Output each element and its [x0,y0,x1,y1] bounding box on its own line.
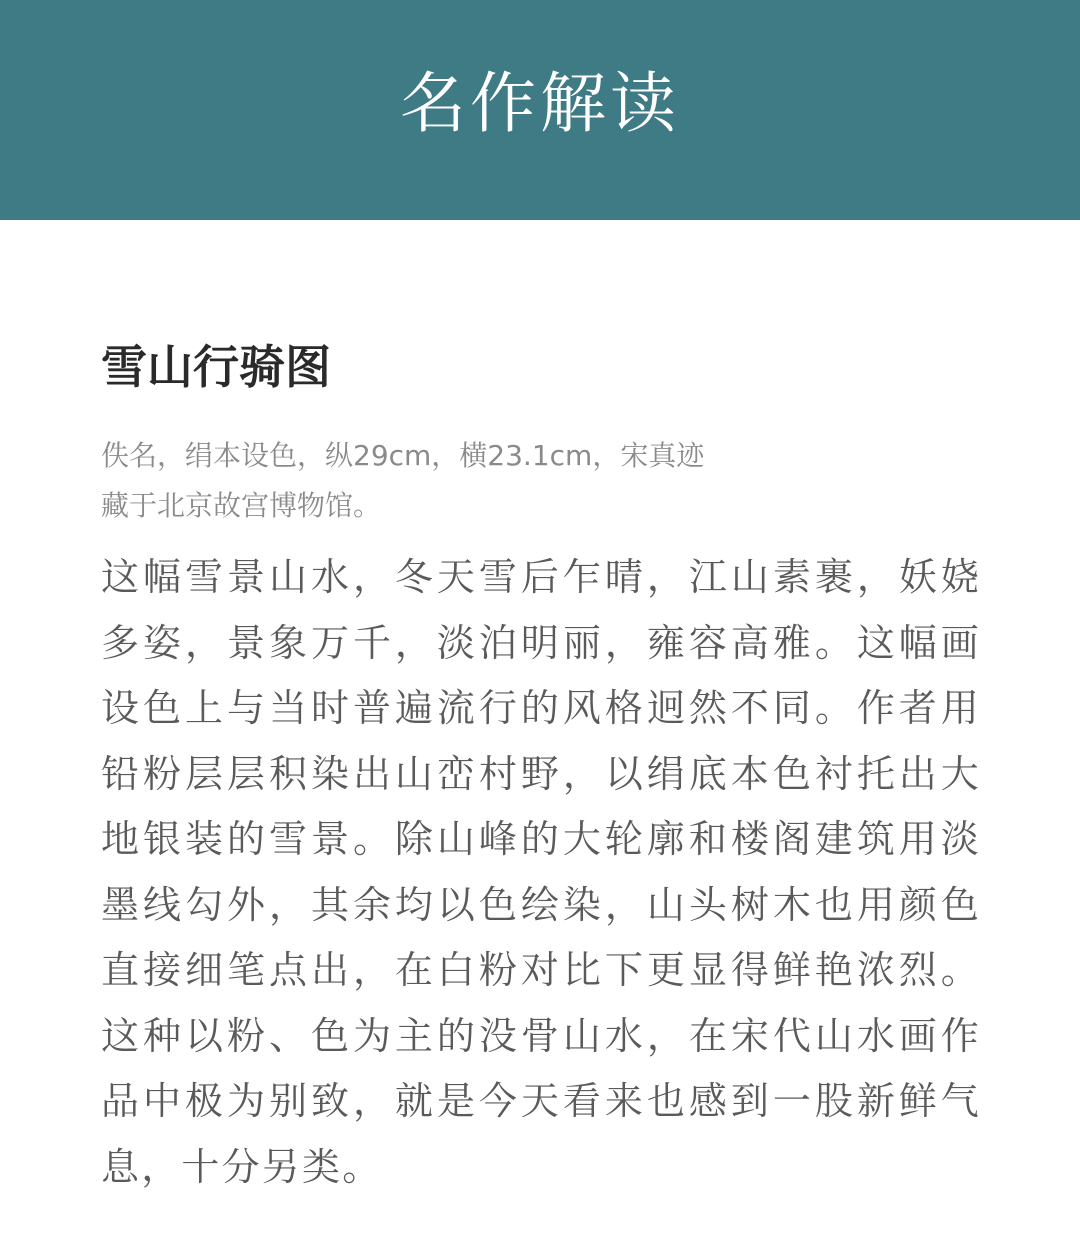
banner-title: 名作解读 [400,65,680,142]
article-content [101,340,981,1200]
header-banner [0,0,1080,220]
artwork-meta: 佚名，绢本设色，纵29cm，横23.1cm，宋真迹藏于北京故宫博物馆。 [101,439,705,523]
artwork-title: 雪山行骑图 [101,340,331,394]
artwork-description: 这幅雪景山水，冬天雪后乍晴，江山素裹，妖娆多姿，景象万千，淡泊明丽，雍容高雅。这幅画设色上与当时普遍流行的风格迥然不同。作者用铅粉层层积染出山峦村野，以绢底本色衬托出大地银装的雪景。除山峰的大轮廓和楼阁建筑用淡墨线勾外，其余均以色绘染，山头树木也用颜色直接细笔点出，在白粉对比下更显得鲜艳浓烈。这种以粉、色为主的没骨山水，在宋代山水画作品中极为别致，就是今天看来也感到一股新鲜气息，十分另类。 [101,555,981,1189]
